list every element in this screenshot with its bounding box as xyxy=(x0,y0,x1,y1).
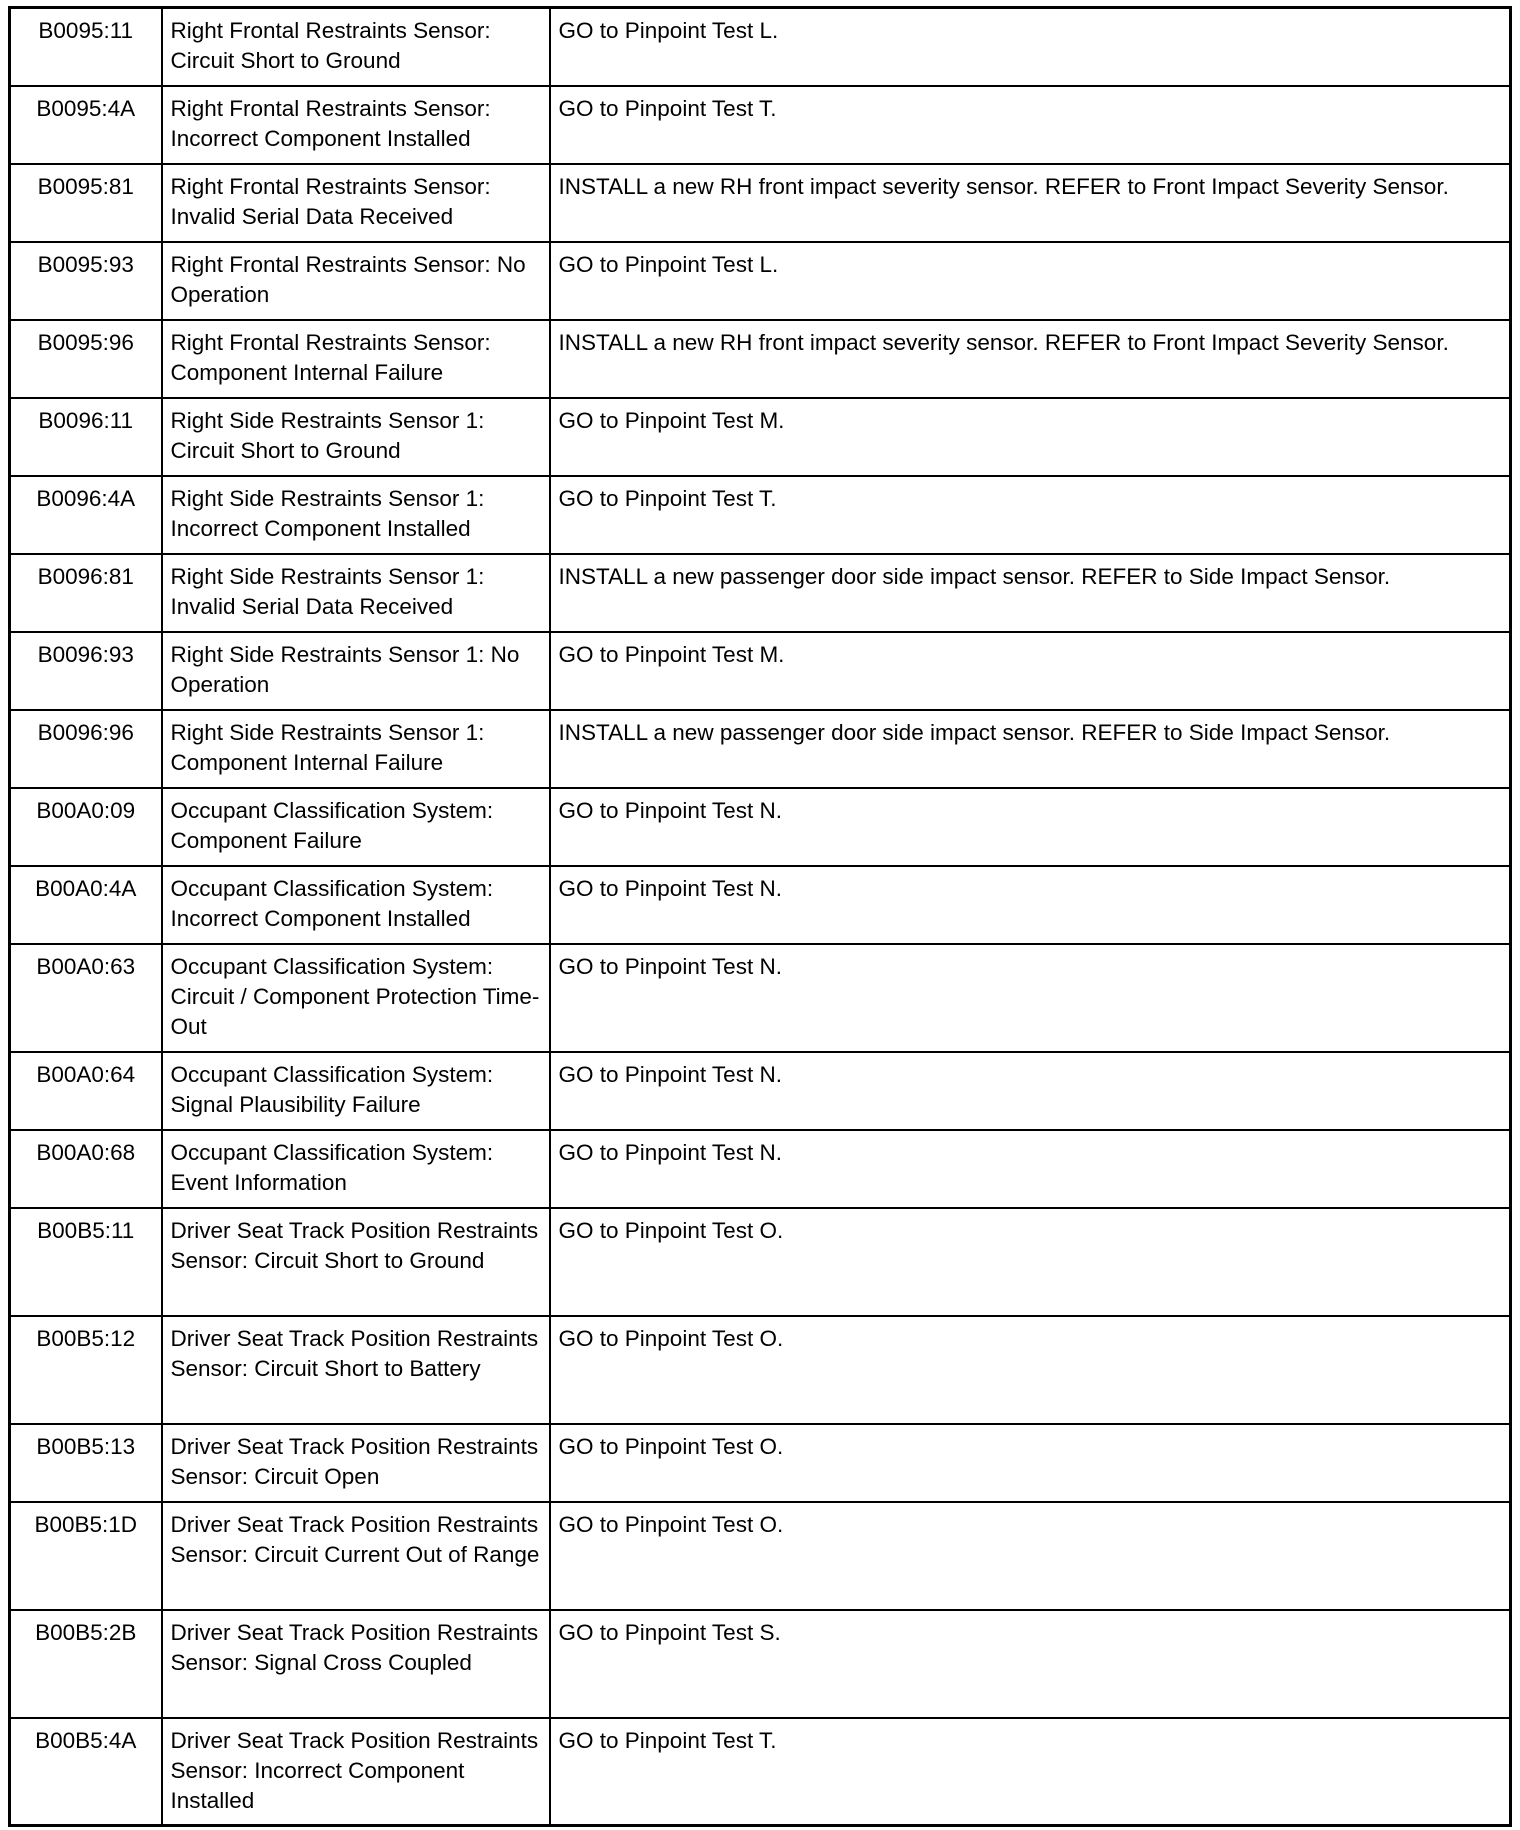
dtc-code: B00B5:2B xyxy=(10,1610,162,1718)
dtc-action: GO to Pinpoint Test O. xyxy=(550,1208,1511,1316)
dtc-description: Driver Seat Track Position Restraints Sensor: Incorrect Component Installed xyxy=(162,1718,550,1826)
dtc-action: INSTALL a new passenger door side impact sensor. REFER to Side Impact Sensor. xyxy=(550,710,1511,788)
dtc-description: Occupant Classification System: Signal Plausibility Failure xyxy=(162,1052,550,1130)
dtc-action: GO to Pinpoint Test L. xyxy=(550,242,1511,320)
dtc-action: GO to Pinpoint Test N. xyxy=(550,1130,1511,1208)
dtc-description: Occupant Classification System: Incorrect Component Installed xyxy=(162,866,550,944)
table-row xyxy=(10,398,1511,476)
dtc-code: B00A0:68 xyxy=(10,1130,162,1208)
dtc-code: B0096:81 xyxy=(10,554,162,632)
dtc-action: GO to Pinpoint Test T. xyxy=(550,86,1511,164)
dtc-code: B00B5:4A xyxy=(10,1718,162,1826)
dtc-description: Occupant Classification System: Component Failure xyxy=(162,788,550,866)
dtc-description: Right Side Restraints Sensor 1: Circuit Short to Ground xyxy=(162,398,550,476)
table-row xyxy=(10,8,1511,86)
dtc-code: B0095:4A xyxy=(10,86,162,164)
table-row xyxy=(10,710,1511,788)
table-row xyxy=(10,164,1511,242)
table-row xyxy=(10,1424,1511,1502)
table-row xyxy=(10,1208,1511,1316)
dtc-description: Right Frontal Restraints Sensor: Circuit Short to Ground xyxy=(162,8,550,86)
dtc-action: GO to Pinpoint Test N. xyxy=(550,788,1511,866)
dtc-action: GO to Pinpoint Test M. xyxy=(550,632,1511,710)
dtc-table xyxy=(8,6,1512,1827)
dtc-code: B0096:11 xyxy=(10,398,162,476)
dtc-code: B00B5:1D xyxy=(10,1502,162,1610)
dtc-description: Right Side Restraints Sensor 1: No Operation xyxy=(162,632,550,710)
dtc-code: B0096:96 xyxy=(10,710,162,788)
dtc-action: GO to Pinpoint Test N. xyxy=(550,944,1511,1052)
dtc-description: Occupant Classification System: Event Information xyxy=(162,1130,550,1208)
table-row xyxy=(10,632,1511,710)
table-row xyxy=(10,242,1511,320)
table-row xyxy=(10,944,1511,1052)
dtc-action: GO to Pinpoint Test S. xyxy=(550,1610,1511,1718)
dtc-description: Driver Seat Track Position Restraints Sensor: Circuit Current Out of Range xyxy=(162,1502,550,1610)
table-row xyxy=(10,1502,1511,1610)
dtc-action: INSTALL a new passenger door side impact sensor. REFER to Side Impact Sensor. xyxy=(550,554,1511,632)
dtc-code: B00B5:11 xyxy=(10,1208,162,1316)
dtc-description: Driver Seat Track Position Restraints Sensor: Circuit Short to Battery xyxy=(162,1316,550,1424)
dtc-code: B0095:11 xyxy=(10,8,162,86)
dtc-action: INSTALL a new RH front impact severity sensor. REFER to Front Impact Severity Sensor. xyxy=(550,164,1511,242)
table-row xyxy=(10,1052,1511,1130)
dtc-action: GO to Pinpoint Test T. xyxy=(550,1718,1511,1826)
dtc-code: B00A0:4A xyxy=(10,866,162,944)
dtc-action: GO to Pinpoint Test N. xyxy=(550,1052,1511,1130)
dtc-description: Right Frontal Restraints Sensor: Invalid Serial Data Received xyxy=(162,164,550,242)
dtc-action: GO to Pinpoint Test L. xyxy=(550,8,1511,86)
dtc-code: B00B5:12 xyxy=(10,1316,162,1424)
dtc-code: B00B5:13 xyxy=(10,1424,162,1502)
table-row xyxy=(10,1718,1511,1826)
table-row xyxy=(10,476,1511,554)
dtc-action: GO to Pinpoint Test O. xyxy=(550,1502,1511,1610)
dtc-description: Right Frontal Restraints Sensor: No Operation xyxy=(162,242,550,320)
table-row xyxy=(10,554,1511,632)
dtc-code: B00A0:63 xyxy=(10,944,162,1052)
dtc-description: Right Side Restraints Sensor 1: Invalid Serial Data Received xyxy=(162,554,550,632)
table-row xyxy=(10,320,1511,398)
dtc-description: Driver Seat Track Position Restraints Sensor: Signal Cross Coupled xyxy=(162,1610,550,1718)
dtc-action: GO to Pinpoint Test N. xyxy=(550,866,1511,944)
dtc-code: B0096:4A xyxy=(10,476,162,554)
dtc-description: Driver Seat Track Position Restraints Sensor: Circuit Short to Ground xyxy=(162,1208,550,1316)
dtc-code: B0095:96 xyxy=(10,320,162,398)
table-row xyxy=(10,86,1511,164)
dtc-code: B0096:93 xyxy=(10,632,162,710)
dtc-description: Occupant Classification System: Circuit / Component Protection Time-Out xyxy=(162,944,550,1052)
dtc-code: B0095:93 xyxy=(10,242,162,320)
dtc-action: GO to Pinpoint Test O. xyxy=(550,1424,1511,1502)
dtc-description: Right Frontal Restraints Sensor: Component Internal Failure xyxy=(162,320,550,398)
dtc-action: GO to Pinpoint Test M. xyxy=(550,398,1511,476)
table-row xyxy=(10,866,1511,944)
dtc-action: GO to Pinpoint Test T. xyxy=(550,476,1511,554)
dtc-table-container xyxy=(8,6,1512,1827)
dtc-description: Driver Seat Track Position Restraints Sensor: Circuit Open xyxy=(162,1424,550,1502)
dtc-description: Right Side Restraints Sensor 1: Component Internal Failure xyxy=(162,710,550,788)
dtc-description: Right Side Restraints Sensor 1: Incorrect Component Installed xyxy=(162,476,550,554)
dtc-code: B0095:81 xyxy=(10,164,162,242)
table-row xyxy=(10,1130,1511,1208)
dtc-code: B00A0:09 xyxy=(10,788,162,866)
dtc-action: GO to Pinpoint Test O. xyxy=(550,1316,1511,1424)
table-row xyxy=(10,1316,1511,1424)
dtc-action: INSTALL a new RH front impact severity sensor. REFER to Front Impact Severity Sensor. xyxy=(550,320,1511,398)
dtc-code: B00A0:64 xyxy=(10,1052,162,1130)
table-row xyxy=(10,788,1511,866)
dtc-description: Right Frontal Restraints Sensor: Incorrect Component Installed xyxy=(162,86,550,164)
table-row xyxy=(10,1610,1511,1718)
